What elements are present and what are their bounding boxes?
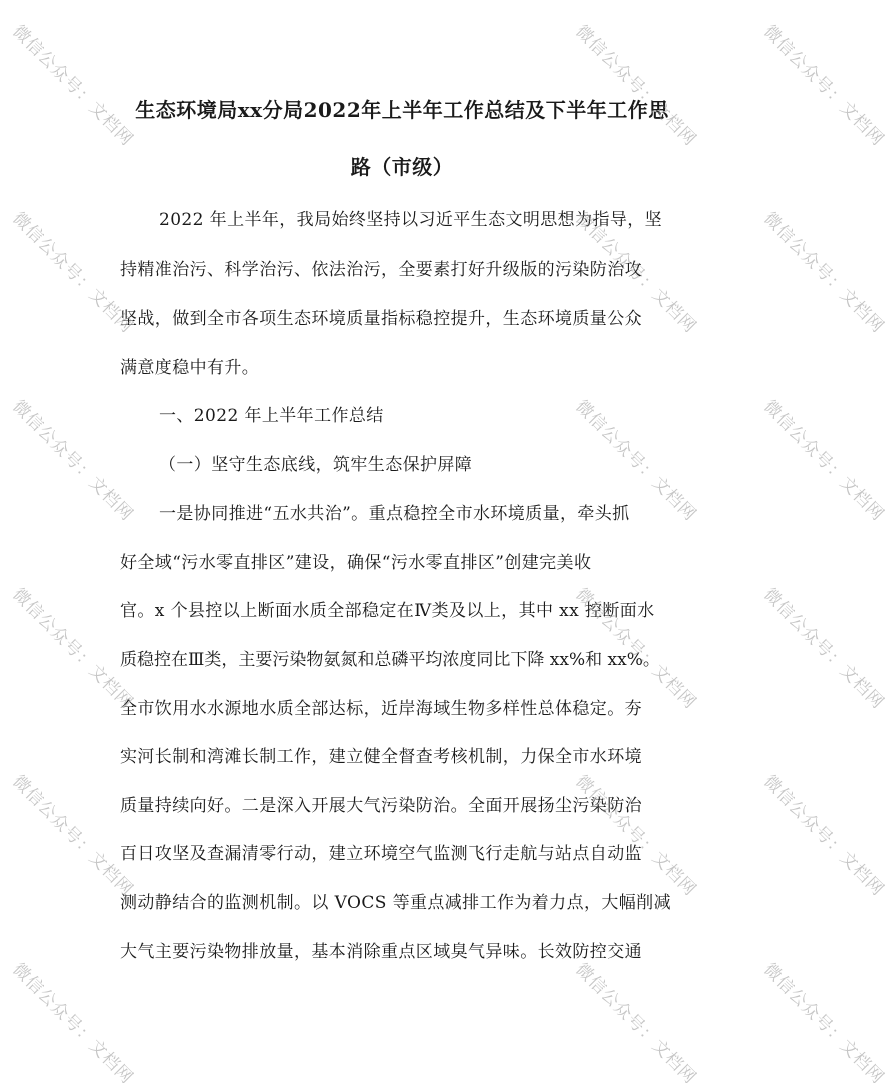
- watermark-text: 微信公众号：文档网: [8, 21, 138, 151]
- watermark-text: 微信公众号：文档网: [8, 771, 138, 901]
- watermark-text: 微信公众号：文档网: [571, 396, 701, 526]
- watermark-text: 微信公众号：文档网: [571, 959, 701, 1088]
- body-line-12: 实河长制和湾滩长制工作，建立健全督查考核机制，力保全市水环境: [120, 747, 642, 767]
- body-line-14: 百日攻坚及查漏清零行动，建立环境空气监测飞行走航与站点自动监: [120, 844, 642, 864]
- body-line-16: 大气主要污染物排放量，基本消除重点区域臭气异味。长效防控交通: [120, 942, 642, 962]
- body-line-10: 质稳控在Ⅲ类，主要污染物氨氮和总磷平均浓度同比下降 xx%和 xx%。: [120, 650, 660, 670]
- document-title-line-2: 路（市级）: [350, 155, 454, 179]
- body-line-1: 2022 年上半年，我局始终坚持以习近平生态文明思想为指导，坚: [159, 210, 663, 230]
- watermark-text: 微信公众号：文档网: [8, 396, 138, 526]
- body-line-13: 质量持续向好。二是深入开展大气污染防治。全面开展扬尘污染防治: [120, 796, 642, 816]
- watermark-text: 微信公众号：文档网: [759, 771, 889, 901]
- section-heading: 一、2022 年上半年工作总结: [159, 406, 384, 426]
- body-line-2: 持精准治污、科学治污、依法治污，全要素打好升级版的污染防治攻: [120, 260, 642, 280]
- watermark-text: 微信公众号：文档网: [759, 21, 889, 151]
- watermark-text: 微信公众号：文档网: [571, 771, 701, 901]
- document-title-line-1: 生态环境局xx分局2022年上半年工作总结及下半年工作思: [135, 98, 669, 122]
- watermark-text: 微信公众号：文档网: [759, 396, 889, 526]
- body-line-7: 一是协同推进“五水共治”。重点稳控全市水环境质量，牵头抓: [159, 504, 630, 524]
- body-line-9: 官。x 个县控以上断面水质全部稳定在Ⅳ类及以上，其中 xx 控断面水: [120, 601, 655, 621]
- body-line-3: 坚战，做到全市各项生态环境质量指标稳控提升，生态环境质量公众: [120, 309, 642, 329]
- watermark-text: 微信公众号：文档网: [759, 584, 889, 714]
- watermark-text: 微信公众号：文档网: [571, 208, 701, 338]
- watermark-text: 微信公众号：文档网: [759, 959, 889, 1088]
- body-line-8: 好全域“污水零直排区”建设，确保“污水零直排区”创建完美收: [120, 553, 592, 573]
- body-line-11: 全市饮用水水源地水质全部达标，近岸海域生物多样性总体稳定。夯: [120, 699, 642, 719]
- watermark-text: 微信公众号：文档网: [571, 584, 701, 714]
- watermark-text: 微信公众号：文档网: [759, 208, 889, 338]
- subsection-heading: （一）坚守生态底线，筑牢生态保护屏障: [159, 455, 473, 475]
- watermark-text: 微信公众号：文档网: [571, 21, 701, 151]
- watermark-text: 微信公众号：文档网: [8, 208, 138, 338]
- body-line-4: 满意度稳中有升。: [120, 358, 260, 378]
- body-line-15: 测动静结合的监测机制。以 VOCS 等重点减排工作为着力点，大幅削减: [120, 893, 671, 913]
- watermark-text: 微信公众号：文档网: [8, 959, 138, 1088]
- watermark-text: 微信公众号：文档网: [8, 584, 138, 714]
